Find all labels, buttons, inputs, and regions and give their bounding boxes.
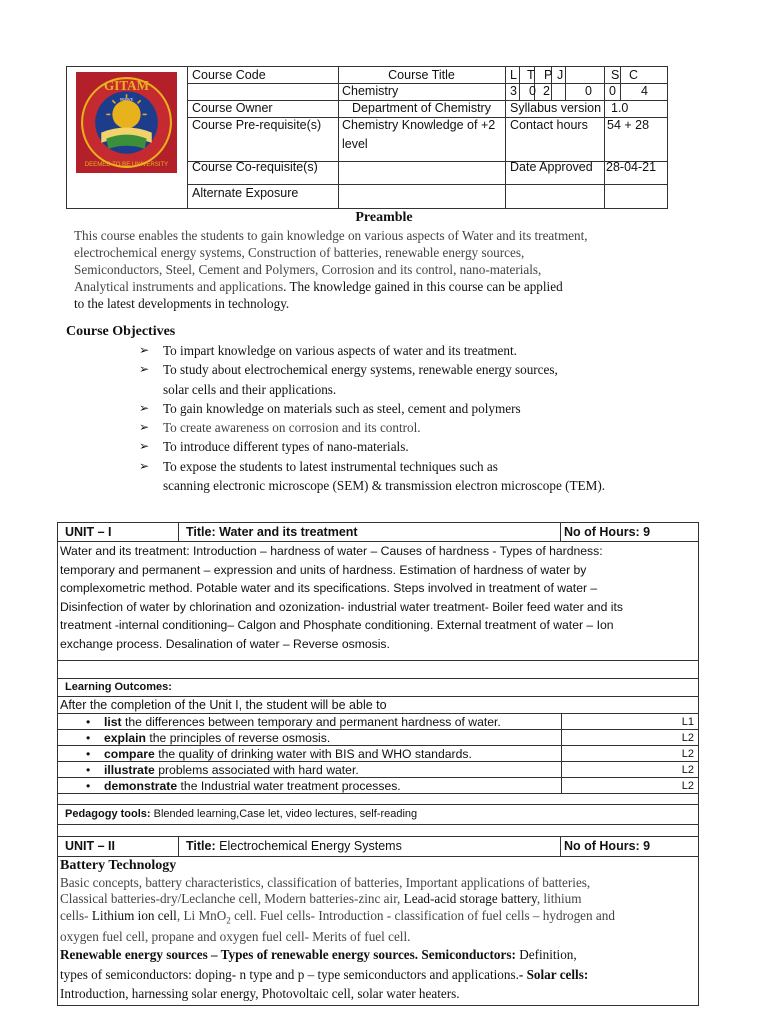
prereq-label: Course Pre-requisite(s) <box>192 118 322 132</box>
prereq-line1: Chemistry Knowledge of +2 <box>342 118 496 132</box>
preamble-line: Analytical instruments and applications <box>74 279 284 294</box>
outcome-level: L2 <box>561 746 698 761</box>
course-owner: Department of Chemistry <box>352 101 491 115</box>
outcome-item: • list the differences between temporary and permanent hardness of water. L1 <box>58 714 698 730</box>
syllabus-version-label: Syllabus version <box>510 101 602 115</box>
date-approved: 28-04-21 <box>606 160 657 174</box>
unit1-header-row <box>58 523 698 542</box>
lo-spacer-row <box>58 794 698 805</box>
bullet-icon: • <box>86 763 91 777</box>
objective-item: ➢ To introduce different types of nano-materials. <box>139 437 739 456</box>
outcome-level: L2 <box>561 730 698 745</box>
outcome-item: • explain the principles of reverse osmosis. L2 <box>58 730 698 746</box>
learning-outcomes-list <box>58 714 698 794</box>
battery-technology-heading: Battery Technology <box>60 858 177 873</box>
ltpjsc-header: L <box>510 68 517 82</box>
pedagogy-row <box>58 805 698 825</box>
arrow-bullet-icon: ➢ <box>139 420 150 435</box>
ltpjsc-value: 4 <box>641 84 648 98</box>
objective-item: ➢ To gain knowledge on materials such as steel, cement and polymers <box>139 399 739 418</box>
outcome-item: • illustrate problems associated with hard water. L2 <box>58 762 698 778</box>
ltpjsc-header: P <box>544 68 553 82</box>
objective-item-continued: solar cells and their applications. <box>163 381 337 397</box>
outcome-item: • compare the quality of drinking water with BIS and WHO standards. L2 <box>58 746 698 762</box>
unit1-empty-row <box>58 661 698 679</box>
arrow-bullet-icon: ➢ <box>139 362 150 377</box>
svg-text:GITAM: GITAM <box>104 78 149 94</box>
units-table <box>57 522 699 1006</box>
ltpjsc-header: S <box>611 68 620 82</box>
arrow-bullet-icon: ➢ <box>139 458 150 473</box>
unit1-label: UNIT – I <box>58 523 179 541</box>
ltpjsc-value: 0 <box>585 84 592 98</box>
outcome-item: • demonstrate the Industrial water treatment processes. L2 <box>58 778 698 794</box>
outcome-level: L1 <box>561 714 698 729</box>
lo-list-row <box>58 714 698 794</box>
unit2-title: Title: Electrochemical Energy Systems <box>179 837 561 856</box>
arrow-bullet-icon: ➢ <box>139 400 150 415</box>
outcome-level: L2 <box>561 762 698 777</box>
objective-item-continued: scanning electronic microscope (SEM) & transmission electron microscope (TEM). <box>163 478 606 494</box>
lo-intro-row <box>58 697 698 714</box>
course-code-label: Course Code <box>192 68 266 82</box>
alt-exposure-label: Alternate Exposure <box>192 186 299 200</box>
objective-item: ➢ To expose the students to latest instrumental techniques such as <box>139 457 739 476</box>
unit2-label: UNIT – II <box>58 837 179 856</box>
objective-item: ➢ To create awareness on corrosion and its control. <box>139 418 739 437</box>
course-title: Chemistry <box>342 84 399 98</box>
bullet-icon: • <box>86 779 91 793</box>
date-approved-label: Date Approved <box>510 160 593 174</box>
lo-intro: After the completion of the Unit I, the student will be able to <box>60 698 387 712</box>
ltpjsc-value: 0 <box>609 84 616 98</box>
preamble-line: to the latest developments in technology. <box>74 296 290 311</box>
ltpjsc-value: 2 <box>543 84 550 98</box>
ltpjsc-value: 0 <box>529 84 536 98</box>
unit2-content: Battery Technology Basic concepts, battery characteristics, classification of batteries, Important applications of batteries, Classical batteries-dry/Leclanche cell, Modern batteries-zinc air, Lead-acid storage battery, lithium cells- Lithium ion cell, Li MnO$_2$ cell. Fuel cells- Introduction - classification of fuel cells – hydrogen and oxygen fuel cell, propane and oxygen fuel cell- Merits of fuel cell. Renewable energy sources – Types of renewable energy sources. Semiconductors: Definition, types of semiconductors: doping- n type and p – type semiconductors and applications.- Solar cells: Introduction, harnessing solar energy, Photovoltaic cell, solar water heaters. <box>60 857 698 1004</box>
outcome-level: L2 <box>561 778 698 793</box>
contact-hours: 54 + 28 <box>607 118 650 132</box>
unit1-title: Title: Water and its treatment <box>179 523 561 541</box>
ltpjsc-header: C <box>629 68 639 82</box>
objective-item: ➢ To study about electrochemical energy systems, renewable energy sources, <box>139 360 739 379</box>
syllabus-version: 1.0 <box>611 101 629 115</box>
gitam-logo <box>76 72 177 173</box>
svg-text:DEEMED TO BE UNIVERSITY: DEEMED TO BE UNIVERSITY <box>84 161 169 168</box>
unit1-content-row <box>58 542 698 661</box>
lo-label-row <box>58 679 698 697</box>
logo-cell <box>67 67 188 208</box>
arrow-bullet-icon: ➢ <box>139 343 150 357</box>
ltpjsc-header: T <box>527 68 535 82</box>
bullet-icon: • <box>86 715 91 729</box>
bullet-icon: • <box>86 747 91 761</box>
unit-separator-row <box>58 825 698 837</box>
course-owner-label: Course Owner <box>192 101 273 115</box>
preamble-line: This course enables the students to gain knowledge on various aspects of Water and its treatment, <box>74 228 588 243</box>
objectives-title: Course Objectives <box>66 324 176 339</box>
course-title-label: Course Title <box>388 68 455 82</box>
arrow-bullet-icon: ➢ <box>139 439 150 454</box>
preamble-line: Semiconductors, Steel, Cement and Polymers, Corrosion and its control, nano-materials, <box>74 262 542 277</box>
prereq-line2: level <box>342 137 368 151</box>
objective-item: ➢ To impart knowledge on various aspects of water and its treatment. <box>139 341 739 360</box>
contact-hours-label: Contact hours <box>510 118 588 132</box>
ltpjsc-value: 3 <box>510 84 517 98</box>
preamble-line: . The knowledge gained in this course can be applied <box>283 279 563 294</box>
unit2-hours: No of Hours: 9 <box>564 839 651 853</box>
svg-text:SERVE: SERVE <box>119 96 134 102</box>
coreq-label: Course Co-requisite(s) <box>192 160 318 174</box>
preamble-line: electrochemical energy systems, Construction of batteries, renewable energy sources, <box>74 245 525 260</box>
unit1-content: Water and its treatment: Introduction – hardness of water – Causes of hardness - Types of hardness: temporary and permanent – expression and units of hardness. Estimation of hardness of water by complexometric method. Potable water and its specifications. Steps involved in treatment of water – Disinfection of water by chlorination and ozonization- industrial water treatment- Boiler feed water and its treatment -internal conditioning– Calgon and Phosphate conditioning. External treatment of water – Ion exchange process. Desalination of water – Reverse osmosis. <box>60 544 623 651</box>
ltpjsc-header: J <box>557 68 564 82</box>
course-header-table <box>66 66 668 209</box>
unit2-header-row <box>58 837 698 857</box>
lo-label: Learning Outcomes: <box>65 681 172 693</box>
bullet-icon: • <box>86 731 91 745</box>
unit1-hours: No of Hours: 9 <box>564 525 651 539</box>
pedagogy-tools: Pedagogy tools: Blended learning,Case let, video lectures, self-reading <box>65 808 418 820</box>
objectives-list <box>139 341 739 495</box>
preamble-title: Preamble <box>355 210 413 225</box>
preamble-text <box>74 227 694 312</box>
